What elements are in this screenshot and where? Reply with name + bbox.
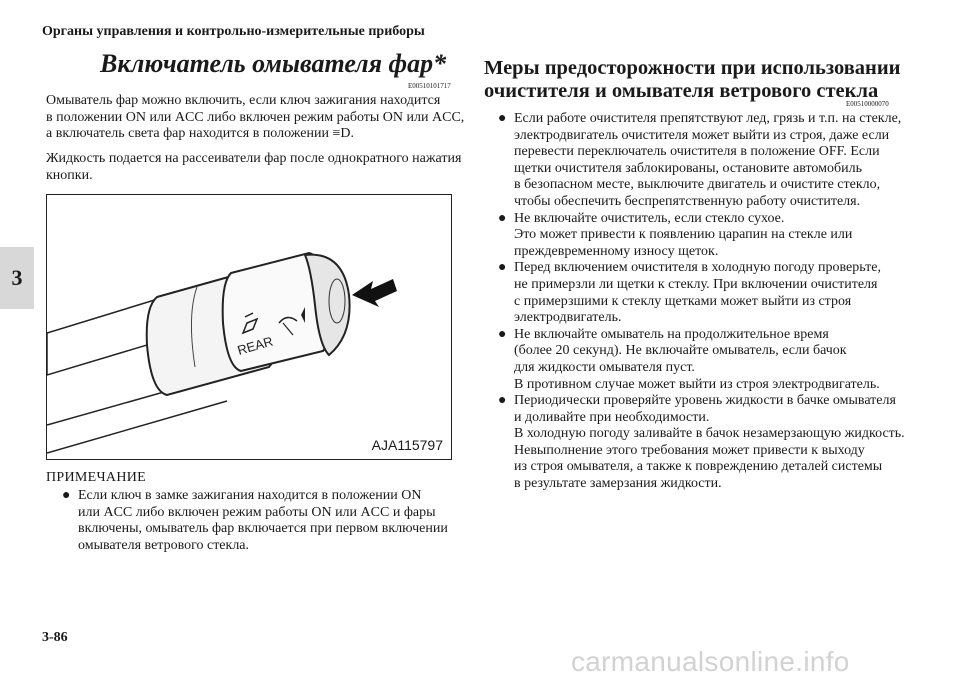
list-item [498, 327, 918, 393]
text-line: Периодически проверяйте уровень жидкости в бачке омывателя [514, 393, 896, 409]
text-line: или ACC либо включен режим работы ON или ACC и фары [78, 504, 436, 520]
text-line: В холодную погоду заливайте в бачок незамерзающую жидкость. [514, 426, 905, 442]
text-line: Не включайте омыватель на продолжительное время [514, 326, 829, 342]
text-line: Не включайте очиститель, если стекло сухое. [514, 210, 785, 226]
text-line: омывателя ветрового стекла. [78, 537, 250, 553]
text-line: кнопки. [46, 167, 93, 183]
text-line: электродвигатель очистителя может выйти из строя, даже если [514, 127, 890, 143]
text-line: чтобы обеспечить беспрепятственную работу очистителя. [514, 193, 861, 209]
text-line: перевести переключатель очистителя в положение OFF. Если [514, 144, 880, 160]
list-item [498, 393, 918, 493]
note-list [62, 488, 462, 554]
lever-illustration [47, 195, 451, 459]
running-header: Органы управления и контрольно-измерительные приборы [42, 24, 425, 39]
text-line: включены, омыватель фар включается при первом включении [78, 521, 448, 537]
text-line: (более 20 секунд). Не включайте омыватель, если бачок [514, 343, 847, 359]
text-line: Жидкость подается на рассеиватели фар после однократного нажатия [46, 151, 462, 166]
text-line: с примерзшими к стеклу щетками может выйти из строя [514, 293, 852, 309]
section-code: E00510101717 [408, 82, 451, 90]
text-line: в положении ON или ACC либо включен режим работы ON или ACC, [46, 109, 465, 125]
title-line: очистителя и омывателя ветрового стекла [484, 80, 879, 102]
watermark: carmanualsonline.info [571, 646, 850, 677]
fluid-paragraph [46, 151, 466, 184]
intro-paragraph [46, 93, 466, 143]
washer-switch-figure [46, 194, 452, 460]
bullet-icon: ● [498, 111, 507, 126]
text-line: электродвигатель. [514, 310, 622, 326]
text-line: в безопасном месте, выключите двигатель и очистите стекло, [514, 177, 881, 193]
text-line: а включатель света фар находится в положении ≡D. [46, 126, 354, 142]
text-line: из строя омывателя, а также к повреждению деталей системы [514, 459, 883, 475]
section-title-precautions [484, 57, 904, 103]
text-line: в результате замерзания жидкости. [514, 476, 722, 492]
title-line: Меры предосторожности при использовании [484, 57, 901, 79]
bullet-icon: ● [62, 488, 71, 503]
section-title-headlamp-washer: Включатель омывателя фар* [100, 49, 447, 78]
note-item [62, 488, 462, 554]
bullet-icon: ● [498, 260, 507, 276]
text-line: преждевременному износу щеток. [514, 243, 719, 259]
text-line: не примерзли ли щетки к стеклу. При включении очистителя [514, 276, 878, 292]
text-line: Если ключ в замке зажигания находится в положении ON [78, 488, 422, 503]
bullet-icon: ● [498, 393, 507, 409]
bullet-icon: ● [498, 210, 507, 226]
text-line: Перед включением очистителя в холодную погоду проверьте, [514, 260, 881, 276]
text-line: В противном случае может выйти из строя электродвигатель. [514, 376, 880, 392]
bullet-icon: ● [498, 326, 507, 342]
list-item [498, 211, 918, 261]
text-line: Если работе очистителя препятствуют лед, грязь и т.п. на стекле, [514, 111, 902, 126]
text-line: и доливайте при необходимости. [514, 409, 710, 425]
list-item [498, 260, 918, 326]
page-number: 3-86 [42, 630, 68, 645]
text-line: Невыполнение этого требования может привести к выходу [514, 442, 865, 458]
text-line: Это может привести к появлению царапин на стекле или [514, 227, 853, 243]
text-line: для жидкости омывателя пуст. [514, 359, 695, 375]
text-line: щетки очистителя заблокированы, остановите автомобиль [514, 160, 862, 176]
figure-label: AJA115797 [371, 437, 443, 453]
rear-label: REAR [235, 333, 275, 358]
note-title: ПРИМЕЧАНИЕ [46, 470, 146, 485]
precautions-list [498, 111, 918, 493]
section-code: E00510000070 [846, 100, 889, 108]
list-item [498, 111, 918, 211]
text-line: Омыватель фар можно включить, если ключ зажигания находится [46, 93, 441, 108]
chapter-tab: 3 [0, 247, 34, 309]
